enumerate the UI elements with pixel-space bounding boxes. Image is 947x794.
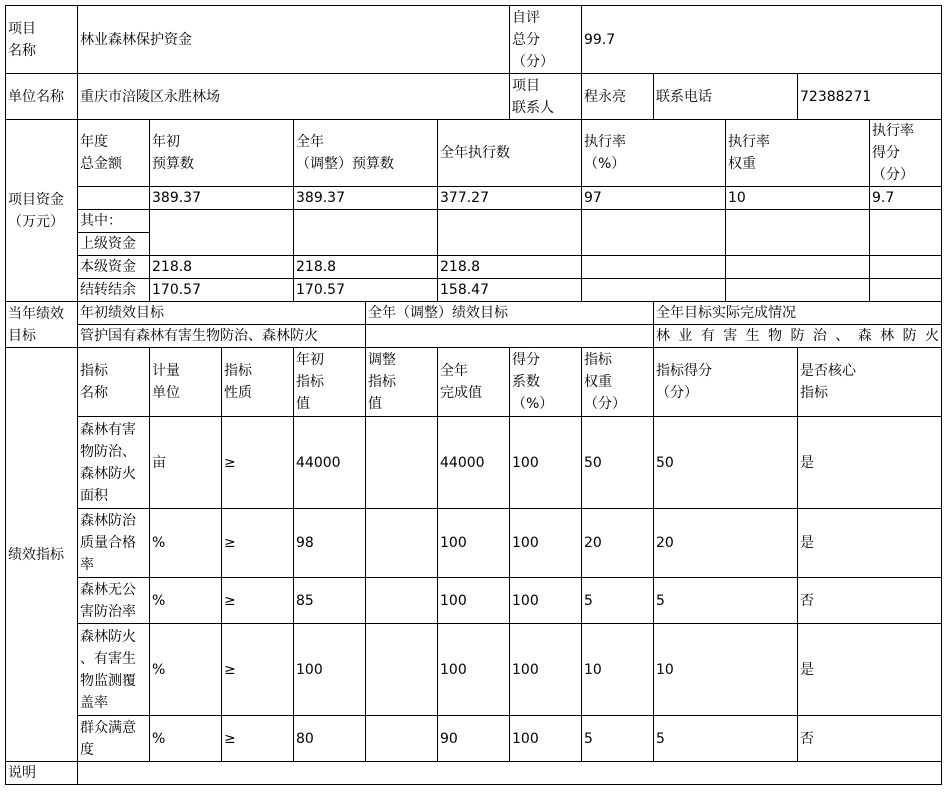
table-row — [6, 509, 942, 578]
indicator-unit: % — [150, 509, 222, 578]
indicator-header: 是否核心 指标 — [798, 348, 942, 417]
indicator-name: 森林无公 害防治率 — [78, 578, 150, 624]
indicator-coef: 100 — [510, 417, 582, 509]
indicator-header: 年初 指标 值 — [294, 348, 366, 417]
indicator-actual: 44000 — [438, 417, 510, 509]
contact-label: 项目 联系人 — [510, 74, 582, 120]
indicator-header: 指标 权重 （分） — [582, 348, 654, 417]
table-row — [6, 417, 942, 509]
indicator-header: 计量 单位 — [150, 348, 222, 417]
funds-total-weight: 10 — [726, 187, 870, 210]
funds-carryover-initial: 170.57 — [150, 279, 294, 302]
funds-upper-label: 上级资金 — [78, 233, 150, 256]
funds-carryover-full-year: 170.57 — [294, 279, 438, 302]
adjusted-goal-text — [366, 325, 654, 348]
unit-name: 重庆市涪陵区永胜林场 — [78, 74, 510, 120]
initial-goal-text: 管护国有森林有害生物防治、森林防火 — [78, 325, 366, 348]
indicator-coef: 100 — [510, 509, 582, 578]
indicator-initial: 85 — [294, 578, 366, 624]
funds-col-rate: 执行率 （%） — [582, 120, 726, 187]
indicator-initial: 98 — [294, 509, 366, 578]
contact-name: 程永亮 — [582, 74, 654, 120]
funds-total-rate: 97 — [582, 187, 726, 210]
indicator-unit: % — [150, 624, 222, 716]
notes-text — [78, 762, 942, 785]
indicator-weight: 10 — [582, 624, 654, 716]
adjusted-goal-label: 全年（调整）绩效目标 — [366, 302, 654, 325]
indicator-coef: 100 — [510, 716, 582, 762]
indicator-unit: % — [150, 716, 222, 762]
indicators-section-label: 绩效指标 — [6, 348, 78, 762]
indicator-core: 是 — [798, 417, 942, 509]
funds-col-year: 年度 总金额 — [78, 120, 150, 187]
funds-col-full-year: 全年 （调整）预算数 — [294, 120, 438, 187]
funds-local-executed: 218.8 — [438, 256, 582, 279]
indicator-weight: 50 — [582, 417, 654, 509]
indicator-weight: 20 — [582, 509, 654, 578]
indicator-header: 调整 指标 值 — [366, 348, 438, 417]
indicator-core: 否 — [798, 578, 942, 624]
initial-goal-label: 年初绩效目标 — [78, 302, 366, 325]
indicator-adjusted — [366, 716, 438, 762]
funds-local-full-year: 218.8 — [294, 256, 438, 279]
indicator-name: 森林有害 物防治、 森林防火 面积 — [78, 417, 150, 509]
indicator-weight: 5 — [582, 716, 654, 762]
funds-local-initial: 218.8 — [150, 256, 294, 279]
performance-evaluation-table — [5, 5, 942, 785]
indicator-nature: ≥ — [222, 509, 294, 578]
funds-total-executed: 377.27 — [438, 187, 582, 210]
indicator-adjusted — [366, 417, 438, 509]
indicator-unit: % — [150, 578, 222, 624]
funds-col-initial: 年初 预算数 — [150, 120, 294, 187]
funds-col-weight: 执行率 权重 — [726, 120, 870, 187]
self-score-label: 自评 总分 （分） — [510, 6, 582, 74]
indicator-initial: 44000 — [294, 417, 366, 509]
indicator-name: 森林防治 质量合格 率 — [78, 509, 150, 578]
indicator-nature: ≥ — [222, 716, 294, 762]
indicator-score: 5 — [654, 716, 798, 762]
table-row — [6, 716, 942, 762]
indicator-actual: 100 — [438, 624, 510, 716]
indicator-name: 群众满意 度 — [78, 716, 150, 762]
indicator-header: 指标得分 （分） — [654, 348, 798, 417]
indicator-adjusted — [366, 578, 438, 624]
indicator-core: 否 — [798, 716, 942, 762]
indicator-nature: ≥ — [222, 578, 294, 624]
project-name: 林业森林保护资金 — [78, 6, 510, 74]
project-name-label: 项目 名称 — [6, 6, 78, 74]
funds-total-full-year: 389.37 — [294, 187, 438, 210]
indicator-unit: 亩 — [150, 417, 222, 509]
indicator-name: 森林防火 、有害生 物监测覆 盖率 — [78, 624, 150, 716]
indicator-nature: ≥ — [222, 417, 294, 509]
actual-completion-label: 全年目标实际完成情况 — [654, 302, 942, 325]
funds-total-score: 9.7 — [870, 187, 942, 210]
indicator-score: 20 — [654, 509, 798, 578]
indicator-actual: 100 — [438, 509, 510, 578]
indicator-core: 是 — [798, 509, 942, 578]
funds-carryover-executed: 158.47 — [438, 279, 582, 302]
indicator-score: 5 — [654, 578, 798, 624]
funds-of-which: 其中： — [78, 210, 150, 233]
table-row — [6, 624, 942, 716]
indicator-core: 是 — [798, 624, 942, 716]
goals-section-label: 当年绩效 目标 — [6, 302, 78, 348]
funds-total-label — [78, 187, 150, 210]
phone-label: 联系电话 — [654, 74, 798, 120]
funds-col-executed: 全年执行数 — [438, 120, 582, 187]
actual-completion-text: 林业有害生物防治、森林防火 — [654, 325, 942, 348]
funds-local-label: 本级资金 — [78, 256, 150, 279]
indicator-initial: 80 — [294, 716, 366, 762]
unit-name-label: 单位名称 — [6, 74, 78, 120]
notes-label: 说明 — [6, 762, 78, 785]
indicator-coef: 100 — [510, 624, 582, 716]
indicator-actual: 100 — [438, 578, 510, 624]
indicator-score: 50 — [654, 417, 798, 509]
indicator-coef: 100 — [510, 578, 582, 624]
funds-carryover-label: 结转结余 — [78, 279, 150, 302]
table-row — [6, 578, 942, 624]
indicator-nature: ≥ — [222, 624, 294, 716]
self-score: 99.7 — [582, 6, 942, 74]
indicator-header: 得分 系数 （%） — [510, 348, 582, 417]
indicator-initial: 100 — [294, 624, 366, 716]
phone-value: 72388271 — [798, 74, 942, 120]
indicator-header: 指标 名称 — [78, 348, 150, 417]
indicator-header: 指标 性质 — [222, 348, 294, 417]
funds-section-label: 项目资金 （万元） — [6, 120, 78, 302]
indicator-weight: 5 — [582, 578, 654, 624]
funds-col-score: 执行率 得分 （分） — [870, 120, 942, 187]
funds-total-initial: 389.37 — [150, 187, 294, 210]
indicator-actual: 90 — [438, 716, 510, 762]
indicator-adjusted — [366, 509, 438, 578]
indicator-adjusted — [366, 624, 438, 716]
indicator-header: 全年 完成值 — [438, 348, 510, 417]
indicator-score: 10 — [654, 624, 798, 716]
